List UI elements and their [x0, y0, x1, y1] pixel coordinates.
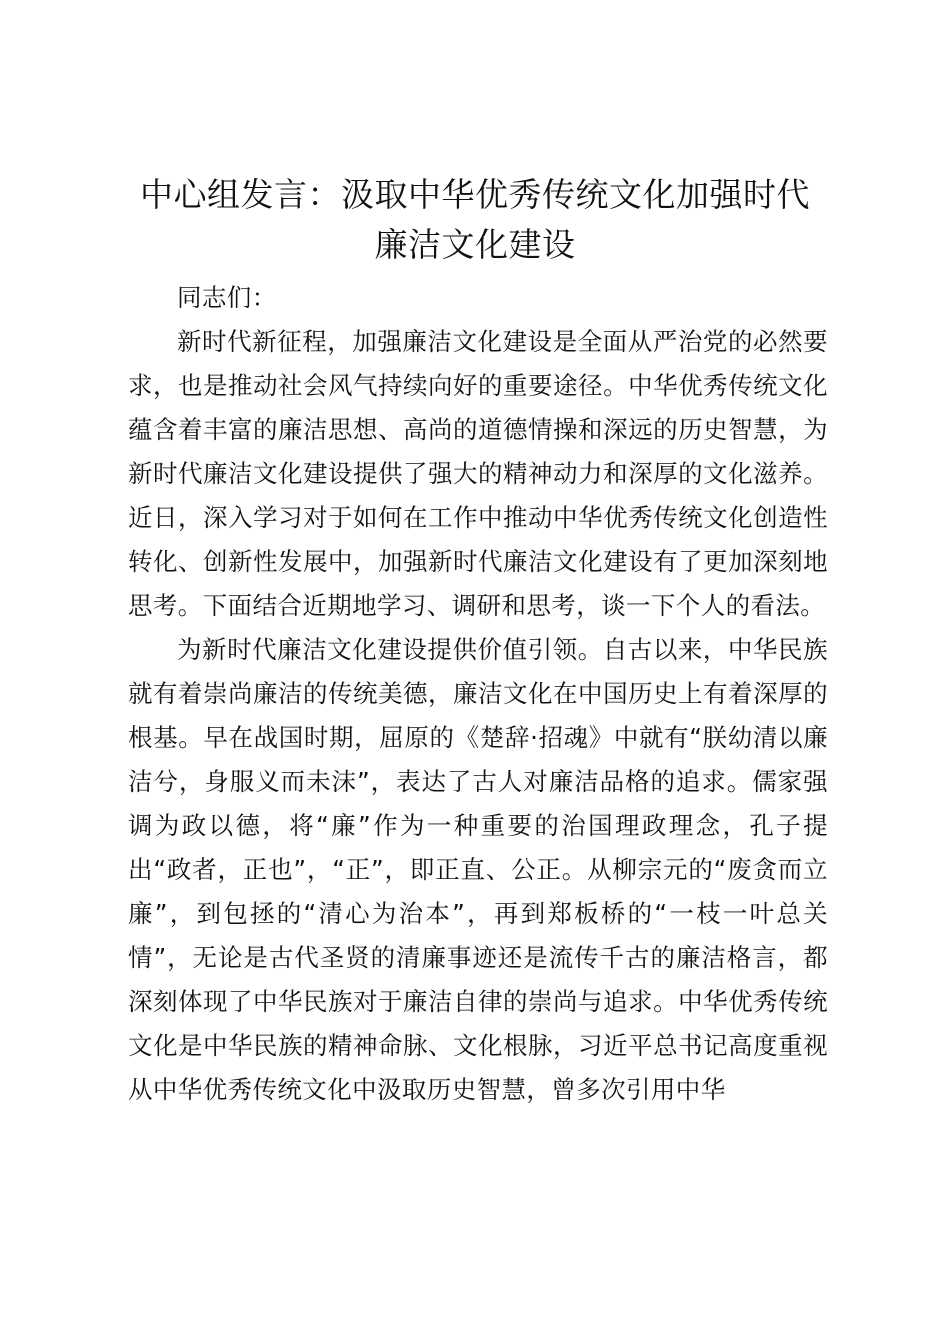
paragraph-value-guidance: 为新时代廉洁文化建设提供价值引领。自古以来，中华民族就有着崇尚廉洁的传统美德，廉洁文化在中国历史上有着深厚的根基。早在战国时期，屈原的《楚辞·招魂》中就有“朕幼清以廉洁兮，身服义而未沫”，表达了古人对廉洁品格的追求。儒家强调为政以德，将“廉”作为一种重要的治国理政理念，孔子提出“政者，正也”，“正”，即正直、公正。从柳宗元的“废贪而立廉”，到包拯的“清心为治本”，再到郑板桥的“一枝一叶总关情”，无论是古代圣贤的清廉事迹还是流传千古的廉洁格言，都深刻体现了中华民族对于廉洁自律的崇尚与追求。中华优秀传统文化是中华民族的精神命脉、文化根脉，习近平总书记高度重视从中华优秀传统文化中汲取历史智慧，曾多次引用中华	[128, 635, 828, 1104]
salutation: 同志们：	[177, 283, 277, 312]
title-line-2: 廉洁文化建设	[374, 225, 576, 264]
title-line-1: 中心组发言：汲取中华优秀传统文化加强时代	[140, 175, 810, 214]
document-title	[100, 170, 850, 270]
document-body	[128, 276, 828, 1112]
paragraph-intro: 新时代新征程，加强廉洁文化建设是全面从严治党的必然要求，也是推动社会风气持续向好的重要途径。中华优秀传统文化蕴含着丰富的廉洁思想、高尚的道德情操和深远的历史智慧，为新时代廉洁文化建设提供了强大的精神动力和深厚的文化滋养。近日，深入学习对于如何在工作中推动中华优秀传统文化创造性转化、创新性发展中，加强新时代廉洁文化建设有了更加深刻地思考。下面结合近期地学习、调研和思考，谈一下个人的看法。	[128, 327, 828, 620]
